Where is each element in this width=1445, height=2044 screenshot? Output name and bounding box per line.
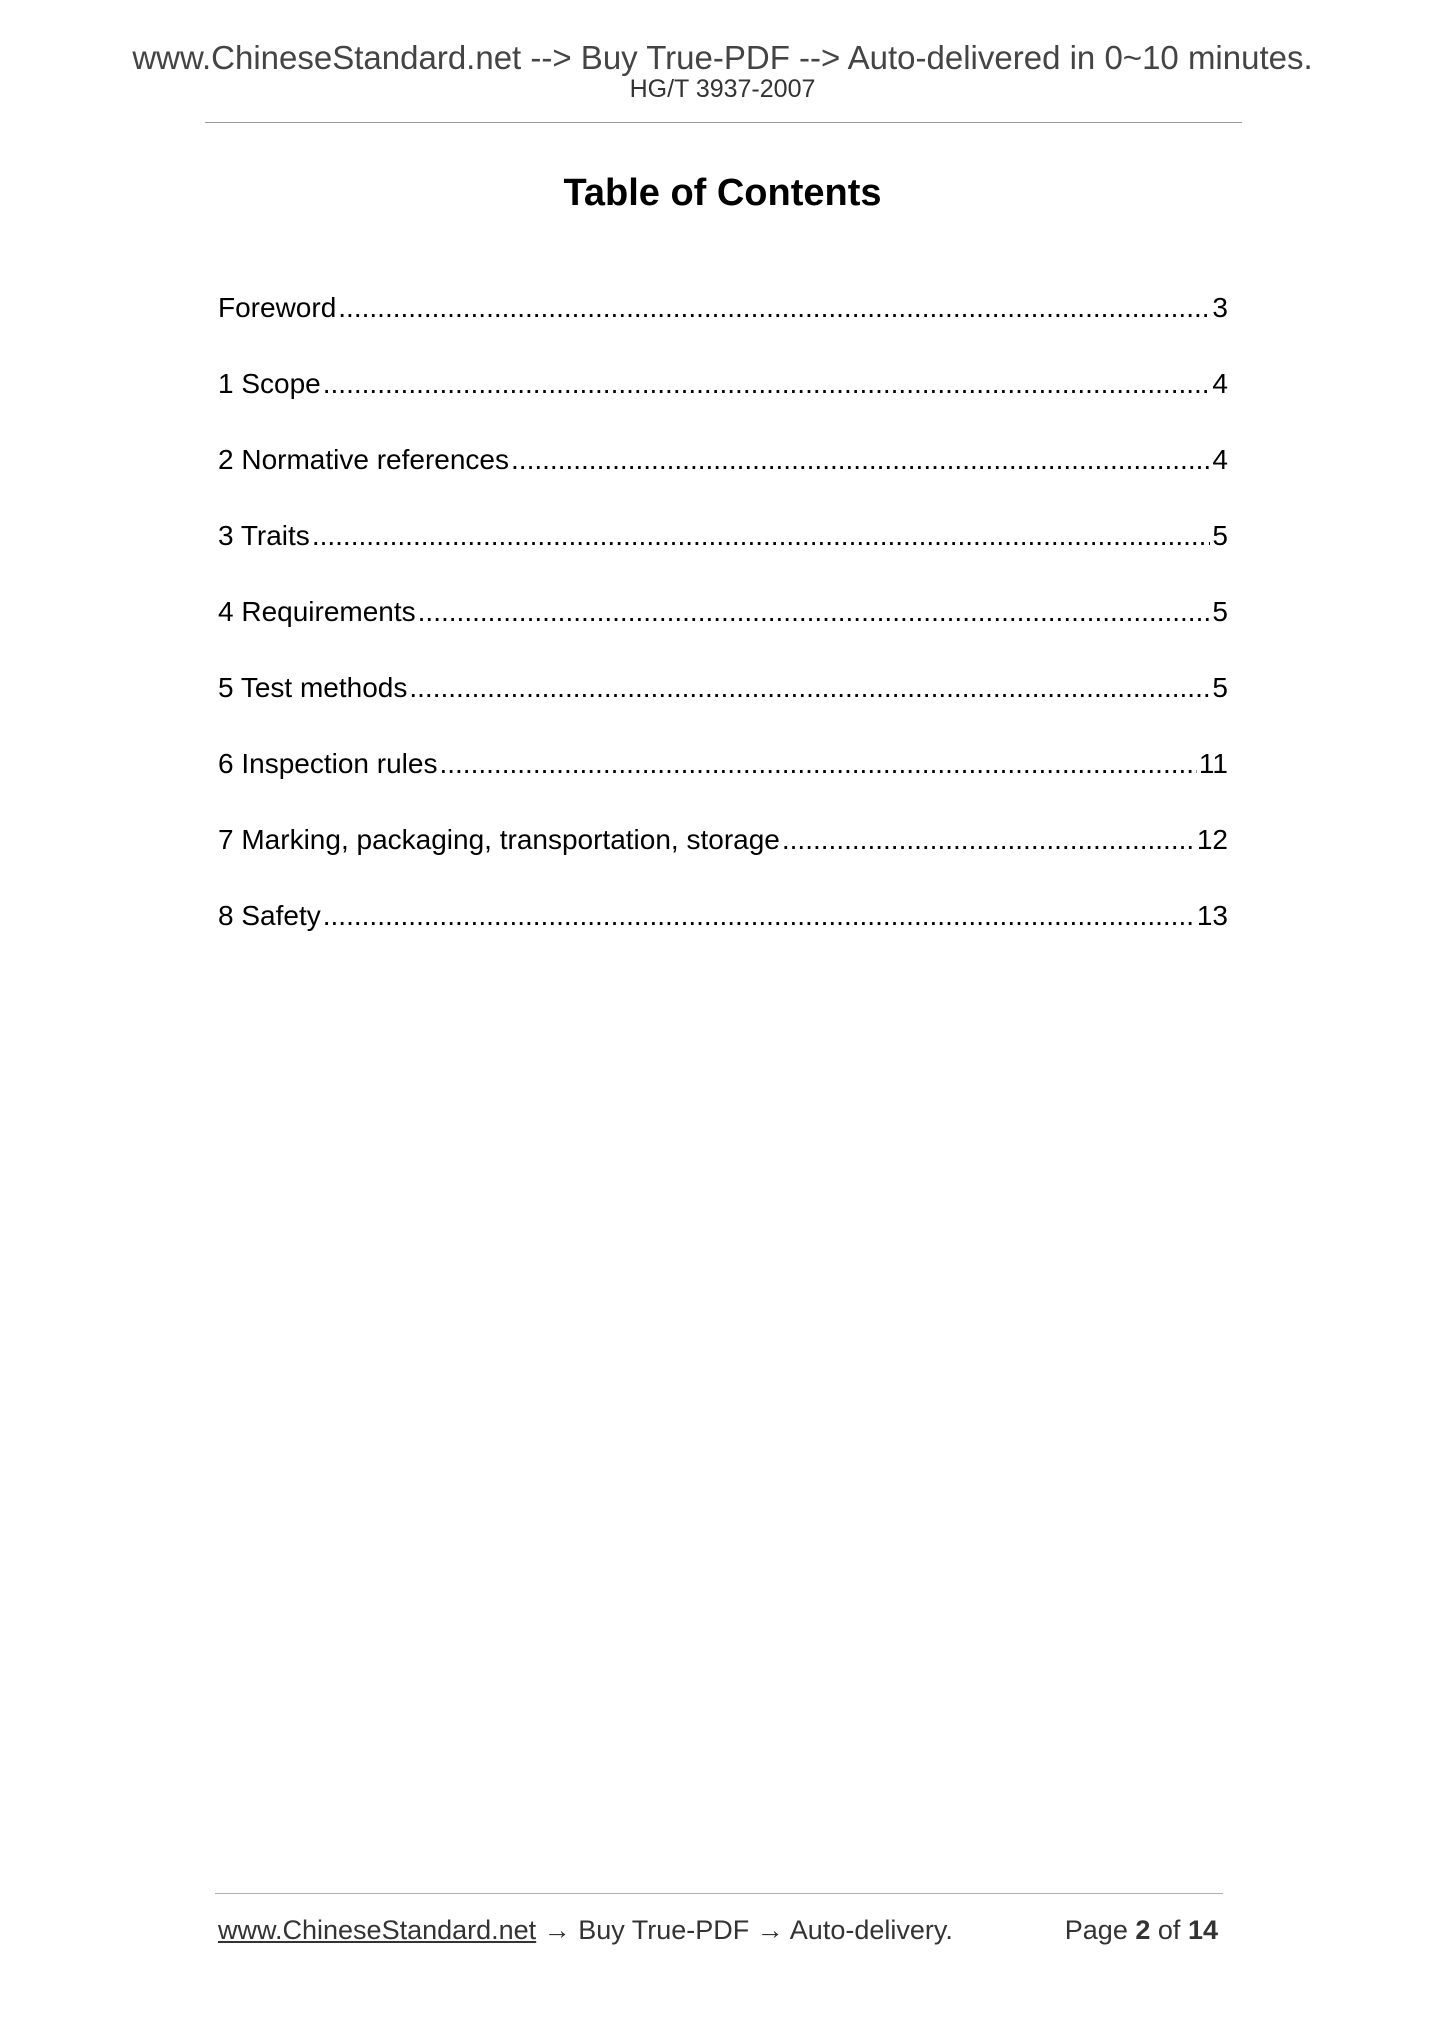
toc-title: Table of Contents (563, 172, 882, 214)
arrow-right-icon: → (756, 1915, 784, 1945)
page-total: 14 (1187, 1915, 1218, 1945)
toc-dot-leader (323, 896, 1195, 936)
toc-entry-page: 5 (1212, 520, 1228, 551)
toc-list (218, 288, 1228, 972)
page-footer (218, 1910, 1218, 1950)
toc-dot-leader (312, 516, 1211, 556)
toc-dot-leader (439, 744, 1196, 784)
header-divider (205, 122, 1242, 123)
toc-dot-leader (409, 668, 1210, 708)
toc-entry-test-methods[interactable] (218, 668, 1228, 744)
toc-entry-page: 5 (1212, 672, 1228, 703)
toc-entry-page: 5 (1212, 596, 1228, 627)
standard-code: HG/T 3937-2007 (629, 75, 816, 103)
toc-entry-requirements[interactable] (218, 592, 1228, 668)
footer-site-link[interactable]: www.ChineseStandard.net (218, 1915, 537, 1945)
toc-entry-label: 4 Requirements (218, 596, 416, 627)
toc-entry-label: 8 Safety (218, 900, 321, 931)
toc-entry-label: 6 Inspection rules (218, 748, 438, 779)
toc-entry-safety[interactable] (218, 896, 1228, 972)
toc-entry-label: 5 Test methods (218, 672, 408, 703)
of-word: of (1157, 1915, 1181, 1945)
toc-entry-page: 11 (1198, 748, 1228, 779)
toc-entry-label: 7 Marking, packaging, transportation, storage (218, 824, 780, 855)
arrow-right-icon: → (543, 1915, 571, 1945)
toc-dot-leader (338, 288, 1210, 328)
toc-entry-label: 2 Normative references (218, 444, 510, 475)
footer-promo (218, 1910, 953, 1950)
toc-entry-inspection-rules[interactable] (218, 744, 1228, 820)
toc-entry-label: 3 Traits (218, 520, 310, 551)
site-banner: www.ChineseStandard.net --> Buy True-PDF --> Auto-delivered in 0~10 minutes. (132, 39, 1313, 76)
toc-entry-normative-references[interactable] (218, 440, 1228, 516)
page-word: Page (1064, 1915, 1128, 1945)
toc-entry-foreword[interactable] (218, 288, 1228, 364)
toc-entry-scope[interactable] (218, 364, 1228, 440)
toc-entry-label: Foreword (218, 292, 337, 323)
toc-dot-leader (511, 440, 1210, 480)
toc-dot-leader (323, 364, 1211, 404)
toc-entry-page: 3 (1212, 292, 1228, 323)
toc-dot-leader (418, 592, 1211, 632)
toc-entry-page: 13 (1196, 900, 1228, 931)
page-number (1065, 1910, 1218, 1950)
toc-entry-marking-packaging[interactable] (218, 820, 1228, 896)
toc-entry-page: 4 (1212, 444, 1228, 475)
toc-dot-leader (782, 820, 1195, 860)
footer-buy-text: Buy True-PDF (578, 1915, 750, 1945)
footer-divider (215, 1893, 1223, 1894)
page-current: 2 (1135, 1915, 1151, 1945)
toc-entry-traits[interactable] (218, 516, 1228, 592)
toc-entry-label: 1 Scope (218, 368, 321, 399)
toc-entry-page: 12 (1196, 824, 1228, 855)
toc-entry-page: 4 (1212, 368, 1228, 399)
footer-delivery-text: Auto-delivery. (789, 1915, 953, 1945)
